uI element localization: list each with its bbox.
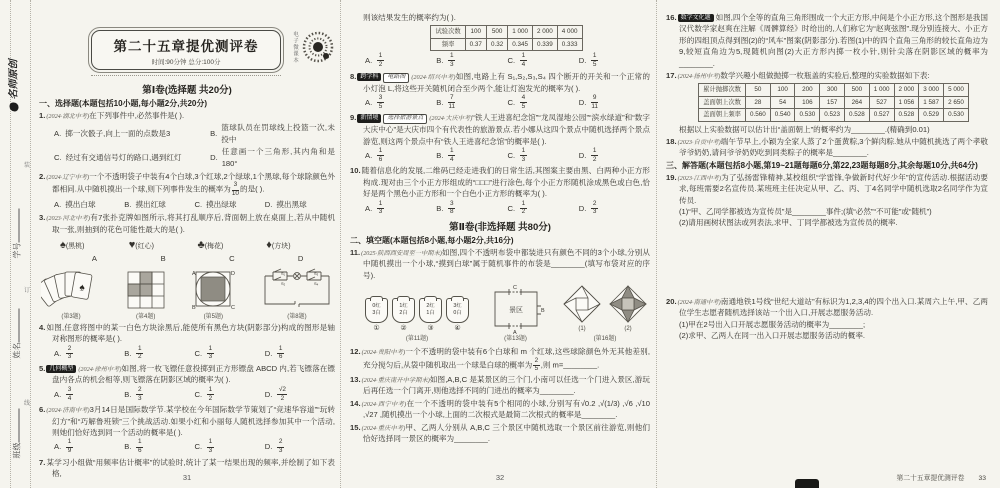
fraction: 1 6 xyxy=(278,344,283,361)
page-number-31: 31 xyxy=(182,473,192,482)
option: A. 摸出白球 xyxy=(54,199,96,209)
option: A. 1 3 xyxy=(365,199,383,216)
fraction: 1 3 xyxy=(521,146,526,163)
source-tag: (2024·济南中考) xyxy=(46,407,90,415)
option: D. 1 2 xyxy=(578,146,597,163)
svg-text:S₁: S₁ xyxy=(280,270,285,276)
option: C. 1 3 xyxy=(507,146,526,163)
question-text: 如图,四个不透明布袋中都装进只有颜色不同的3个小球,分别从中随机摸出一个小球,“摸到白球”属于随机事件的布袋是________(填写布袋对应的序号). xyxy=(363,247,650,280)
source-tag: (2023·江西中考) xyxy=(677,174,722,182)
source-tag: (2023·自贡中考) xyxy=(677,139,721,147)
question-number: 14. xyxy=(350,398,361,408)
source-tag: (2024·绍兴中考) xyxy=(411,73,456,81)
option: B. 1 4 xyxy=(436,146,454,163)
option: D. 9 11 xyxy=(578,93,598,110)
svg-text:景区: 景区 xyxy=(508,307,523,315)
option: A. 1 6 xyxy=(365,146,383,163)
footer-chapter-title: 第二十五章提优测评卷 xyxy=(896,475,965,482)
page-footer xyxy=(896,472,986,482)
table-cell: 0.528 xyxy=(894,109,919,121)
fraction: 1 3 xyxy=(378,199,383,216)
svg-text:B: B xyxy=(540,308,545,315)
fraction: 1 3 xyxy=(208,438,213,455)
question-number: 1. xyxy=(39,111,46,120)
question-20 xyxy=(666,296,988,342)
question-text: 一个不透明袋子中装有4个白球,3个红球,2个绿球,1个黑球,每个球除颜色外都相同.从中随机摸出一个球,则下列事件发生的概率为 xyxy=(52,171,335,195)
table-cell: 2 650 xyxy=(944,96,969,108)
fraction: 1 5 xyxy=(592,52,597,68)
club-icon: ♣ xyxy=(197,238,205,251)
options-row xyxy=(54,346,335,361)
source-tag: (2024·湖北中考) xyxy=(46,113,90,120)
question-text: 如图,A,B,C 是某景区的三个门,小南可以任选一个门进入景区,游玩后再任选一个门离开,则他选择不同的门进出的概率为________. xyxy=(363,374,650,396)
page-title: 第二十五章提优测评卷 xyxy=(113,39,259,54)
question-text: 南通地铁1号线“世纪大道站”有标识为1,2,3,4的四个出入口.某周六上午,甲、乙两位学生志愿者随机选择该站一个出入口,开展志愿服务活动. xyxy=(679,296,988,318)
option: C. 摸出绿球 xyxy=(194,199,237,209)
bag-2: 1红 2白 ② xyxy=(392,298,415,335)
table-cell: 500 xyxy=(845,84,870,96)
fraction: 3 8 xyxy=(449,199,454,216)
svg-text:S₃: S₃ xyxy=(313,270,319,276)
question-number: 5. xyxy=(39,364,46,374)
source-tag: (2025·陕西西安周至一中期末) xyxy=(361,249,442,257)
table-cell: 300 xyxy=(820,84,845,96)
question-6 xyxy=(39,404,335,455)
question-text: 如图,任意将图中的某一白色方块涂黑后,能使所有黑色方块(阴影部分)构成的图形是轴对称图形的概率是( ). xyxy=(46,322,335,344)
fraction: 1 3 xyxy=(449,52,454,68)
fold-line-mid1 xyxy=(340,0,341,488)
question-text: 某学习小组做“用频率估计概率”的试验时,统计了某一结果出现的频率,并绘制了如下表格, xyxy=(46,457,335,479)
figure-cards-fan xyxy=(41,268,101,320)
source-tag: (2024·重庆南开中学期末) xyxy=(361,376,430,384)
question-number: 16. xyxy=(666,13,677,22)
inline-fraction xyxy=(532,356,541,373)
fraction: 1 2 xyxy=(592,146,597,163)
fraction: 1 6 xyxy=(378,146,383,163)
section3-heading: 三、解答题(本题包括8小题,第19~21题每题6分,第22,23题每题8分,其余每题10分,共64分) xyxy=(666,160,978,170)
fraction: 1 2 xyxy=(521,199,526,216)
question-text: 根据以上实验数据可以估计出“盖面朝上”的概率约为________.(精确到0.01) xyxy=(679,124,930,134)
option: C. 1 4 xyxy=(507,52,526,68)
options-row xyxy=(54,387,335,402)
source-tag: (2024·西宁中考) xyxy=(361,400,407,408)
option: B. 摸出红球 xyxy=(124,199,166,209)
subquestion-1: (1)“甲、乙同学都被选为宣传员”是________事件;(填“必然”“不可能”或“随机”) xyxy=(679,207,932,216)
frequency-table xyxy=(363,25,650,51)
question-7-continued xyxy=(350,12,650,69)
figure-row-page32 xyxy=(365,284,648,344)
table-cell: 0.333 xyxy=(557,38,582,50)
spade-icon: ♠ xyxy=(60,238,66,251)
option: A. 1 2 xyxy=(365,52,383,68)
question-text: 有7张扑克牌如图所示,将其打乱顺序后,背面朝上放在桌面上,若从中随机取一张,则抽到的花色可能性最大的是( ). xyxy=(52,213,335,234)
table-cell: 0.529 xyxy=(919,109,944,121)
bag-3: 2红 1白 ③ xyxy=(419,298,442,335)
topic-badge-outline: 选择旅游景点 xyxy=(383,114,427,124)
fraction: 2 3 xyxy=(137,385,142,402)
option: C. 1 2 xyxy=(194,385,213,402)
fraction: 4 5 xyxy=(521,93,526,110)
table-cell: 2 000 xyxy=(894,84,919,96)
table-cell: 累计抛掷次数 xyxy=(699,84,746,96)
fraction: 2 3 xyxy=(278,438,283,455)
figure-pinwheel-pair: (1) (2) (第16题) xyxy=(562,284,648,344)
table-cell: 4 000 xyxy=(557,26,582,38)
table-cell: 2 000 xyxy=(532,26,557,38)
section1-heading: 一、选择题(本题包括10小题,每小题2分,共20分) xyxy=(39,99,208,108)
source-tag: (2024·南通中考) xyxy=(677,298,721,306)
options-row xyxy=(54,122,335,169)
question-text: 如图,四个全等的直角三角形围成一个大正方形,中间是个小正方形,这个图形是我国汉代数学家赵爽在注解《周髀算经》时给出的,人们称它为“赵爽弦图”.现分别连接大、小正方形的四组顶点得到图(2)的“风车”图案(阴影部分).若图(1)中的四个直角三角形的较长直角边为9,较短直角边为5,现随机向图(2)大正方形内掷一枚小针,则针尖落在阴影区域的概率为________. xyxy=(679,13,988,68)
source-tag: (2024·大庆中考) xyxy=(429,115,473,123)
question-text: 则该结果发生的概率约为( ). xyxy=(363,13,456,22)
table-cell: 0.530 xyxy=(795,109,820,121)
topic-badge: 新情境 xyxy=(357,114,381,122)
question-text: 为了弘扬雷锋精神,某校组织“学雷锋,争做新时代好少年”的宣传活动.根据活动要求,每班需要2名宣传员.某班班主任决定从甲、乙、丙、丁4名同学中随机选取2名同学作为宣传员. xyxy=(679,172,988,205)
question-text: 在下列事件中,必然事件是( ). xyxy=(89,111,185,120)
table-cell: 106 xyxy=(795,96,820,108)
suit-spade: ♠(黑桃) xyxy=(60,238,85,251)
question-number: 17. xyxy=(666,70,677,80)
svg-text:D: D xyxy=(231,270,236,277)
question-text: 甲、乙两人分别从 A,B,C 三个景区中随机选取一个景区前往游览,则他们恰好选择同一景区的概率为________. xyxy=(363,422,650,443)
options-row xyxy=(365,148,650,163)
circuit-image xyxy=(261,268,333,310)
question-19 xyxy=(666,172,988,229)
inline-fraction xyxy=(231,181,240,198)
table-cell: 0.523 xyxy=(820,109,845,121)
ornament-divider xyxy=(91,75,281,76)
question-text: 端午节早上,小颖为全家人蒸了2个蛋黄粽,3个鲜肉粽.她从中随机挑选了两个孝敬爷爷奶奶,请问爷爷奶奶吃到同类粽子的概率是________. xyxy=(679,137,988,158)
option: B. 7 11 xyxy=(436,93,456,110)
data-table xyxy=(430,25,582,51)
fraction: 7 11 xyxy=(448,93,456,110)
option: D. 2 3 xyxy=(264,438,283,455)
svg-text:B: B xyxy=(192,304,196,310)
table-cell: 527 xyxy=(869,96,894,108)
question-5 xyxy=(39,363,335,402)
option: D. √2 2 xyxy=(264,385,286,402)
fraction: $\frac{3}{10}$ xyxy=(231,181,239,198)
source-tag: (2024·辽宁中考) xyxy=(46,173,90,181)
question-4 xyxy=(39,322,335,361)
fraction: $\frac{2}{5}$ xyxy=(534,356,539,373)
table-cell: 0.560 xyxy=(745,109,770,121)
source-tag: (2023·河北中考) xyxy=(46,215,91,223)
option: B. 3 8 xyxy=(436,199,454,216)
question-text: 一个不透明的袋中装有6个白球和 m 个红球,这些球除颜色外无其他差别,充分搅匀后,从袋中随机取出一个球是白球的概率为 xyxy=(363,347,650,370)
svg-text:C: C xyxy=(231,304,236,310)
figure-dartboard xyxy=(190,268,236,320)
topic-badge: 跨学科 xyxy=(357,73,381,81)
question-13 xyxy=(350,374,650,397)
question-10 xyxy=(350,165,650,216)
fraction: 1 3 xyxy=(208,344,213,361)
question-17 xyxy=(666,70,988,135)
question-15 xyxy=(350,422,650,445)
options-row xyxy=(54,199,335,210)
question-8 xyxy=(350,71,650,111)
options-row xyxy=(365,95,650,110)
fraction: 1 6 xyxy=(137,438,142,455)
option: D. 摸出黑球 xyxy=(264,199,307,209)
fraction: 3 5 xyxy=(378,93,383,110)
option: C. 1 3 xyxy=(194,438,213,455)
question-number: 15. xyxy=(350,422,361,432)
fraction: 2 3 xyxy=(67,344,72,361)
figure-caption: (第13题) xyxy=(504,336,527,343)
question-text: 数学兴趣小组做抛掷一枚瓶盖的实验后,整理的实验数据如下表: xyxy=(720,70,930,80)
bag-4: 3红 0白 ④ xyxy=(446,298,469,335)
table-cell: 3 000 xyxy=(919,84,944,96)
publisher-logo xyxy=(5,60,20,112)
table-cell: 5 000 xyxy=(944,84,969,96)
test-title-box xyxy=(91,30,281,70)
table-cell: 157 xyxy=(820,96,845,108)
page-32 xyxy=(347,0,653,488)
figure-caption: (第4题) xyxy=(135,313,156,320)
question-number: 10. xyxy=(350,166,361,176)
question-number: 7. xyxy=(39,457,46,467)
question-number: 3. xyxy=(39,213,46,223)
question-14 xyxy=(350,398,650,421)
bottle-cap-table xyxy=(679,83,988,121)
subquestion-2: (2)请用画树状图法或列表法,求甲、丁同学都被选为宣传员的概率. xyxy=(679,218,898,228)
table-cell: 1 000 xyxy=(869,84,894,96)
question-3 xyxy=(39,212,335,265)
binding-line xyxy=(30,0,31,488)
data-table xyxy=(698,83,969,121)
question-text: ,则 m=________. xyxy=(540,360,600,370)
option: B. 1 6 xyxy=(124,438,142,455)
table-cell: 0.345 xyxy=(508,38,533,50)
fraction: 1 4 xyxy=(521,52,526,68)
option: A. 1 9 xyxy=(54,438,72,455)
source-tag: (2024·贵阳中考) xyxy=(361,349,406,357)
table-cell: 0.540 xyxy=(770,109,795,121)
question-number: 9. xyxy=(350,113,357,123)
figure-caption: (第16题) xyxy=(593,336,617,343)
title-block xyxy=(91,30,281,79)
question-text: 3月14日是国际数学节.某学校在今年国际数学节策划了“竞速华容道”“玩转幻方”和“巧解鲁班锁”三个挑战活动.如果小红和小丽每人随机选择参加其中一个活动,则她们恰好选到同一个活动的概率是( ). xyxy=(52,405,335,438)
question-text: 如图,将一枚飞镖任意投掷到正方形镖盘 ABCD 内,若飞镖落在镖盘内各点的机会相等,则飞镖落在阴影区域的概率为( ). xyxy=(52,364,335,385)
page-31 xyxy=(37,0,337,488)
fraction: 2 3 xyxy=(592,199,597,216)
option: B. 篮球队员在罚球线上投篮一次,未投中 xyxy=(210,123,335,144)
option: C. 1 2 xyxy=(507,199,526,216)
question-number: 18. xyxy=(666,137,677,147)
figure-circuit xyxy=(261,268,333,320)
question-text: 在一个不透明的袋中装有5个相同的小球,分别写有√0.2 ,√(1/3) ,√6 ,√10 ,√27 ,随机摸出一个小球,上面的二次根式是最简二次根式的概率是________. xyxy=(363,398,651,420)
table-cell: 50 xyxy=(745,84,770,96)
option: D. 1 5 xyxy=(578,52,597,68)
option: D. 2 3 xyxy=(578,199,597,216)
topic-badge: 几何概型 xyxy=(46,365,76,373)
scenic-area-image xyxy=(485,284,547,334)
part2-heading: 第Ⅱ卷(非选择题 共80分) xyxy=(449,221,551,233)
student-id-field: 学号 xyxy=(12,209,23,259)
figure-caption: (第3题) xyxy=(61,313,81,320)
question-text: 如图,电路上有 S₁,S₂,S₃,S₄ 四个断开的开关和一个正常的小灯泡 L,将这些开关随机闭合至少两个,能让灯泡发光的概率为( ). xyxy=(363,71,650,93)
question-number: 20. xyxy=(666,296,677,306)
topic-badge-outline: 电路图 xyxy=(383,73,409,83)
suit-options xyxy=(60,237,335,254)
table-cell: 1 000 xyxy=(508,26,533,38)
options-row xyxy=(365,53,650,68)
fold-line-mid2 xyxy=(656,0,657,488)
option: C. 经过有交通信号灯的路口,遇到红灯 xyxy=(54,152,182,162)
question-number: 8. xyxy=(350,71,357,81)
edge-tab xyxy=(795,479,819,488)
binding-mark-xian: 线 xyxy=(24,401,31,407)
figure-caption: (第8题) xyxy=(287,313,307,320)
dartboard-image xyxy=(190,268,236,310)
part1-heading: 第Ⅰ卷(选择题 共20分) xyxy=(142,85,232,96)
figure-grid3x3 xyxy=(126,270,166,320)
brush-icon xyxy=(10,103,19,112)
source-tag: (2024·重庆中考) xyxy=(361,424,406,432)
cards-fan-image xyxy=(41,268,101,310)
subquestion-2: (2)求甲、乙两人在同一出入口开展志愿服务活动的概率. xyxy=(679,330,866,340)
page-number-33: 33 xyxy=(978,475,986,482)
question-12 xyxy=(350,346,650,373)
suit-heart: ♥(红心) xyxy=(128,238,154,251)
question-2 xyxy=(39,171,335,210)
question-text: “铁人王进喜纪念馆”“龙凤湿地公园”“滨水绿道”和“数字大庆中心”是大庆市四个有代表性的旅游景点.若小娜从这四个景点中随机选择两个景点游览,则这两个景点中有“铁人王进喜纪念馆”的概率是( ). xyxy=(363,113,650,146)
table-cell: 盖面朝上次数 xyxy=(699,96,746,108)
table-cell: 0.339 xyxy=(532,38,557,50)
figure-caption: (第5题) xyxy=(203,313,223,320)
test-subtitle: 时间:90分钟 总分:100分 xyxy=(151,59,221,66)
fraction: √2 2 xyxy=(278,385,286,402)
suit-club: ♣(梅花) xyxy=(197,238,224,251)
option: C. 1 3 xyxy=(194,344,213,361)
table-cell: 0.530 xyxy=(944,109,969,121)
publisher-logo-text: 名师原创 xyxy=(8,59,20,100)
question-1 xyxy=(39,110,335,169)
binding-mark-ding: 订 xyxy=(24,288,31,294)
table-cell: 264 xyxy=(845,96,870,108)
suit-diamond: ♦(方块) xyxy=(266,238,291,251)
table-cell: 28 xyxy=(745,96,770,108)
options-row xyxy=(365,201,650,216)
option: A. 2 3 xyxy=(54,344,72,361)
pinwheel-1-image xyxy=(562,284,602,324)
source-tag: (2024·徐州中考) xyxy=(78,366,122,374)
grid-image xyxy=(126,270,166,310)
fraction: 1 2 xyxy=(208,385,213,402)
option: B. 2 3 xyxy=(124,385,142,402)
fraction: 1 2 xyxy=(378,52,383,68)
question-16 xyxy=(666,12,988,69)
table-cell: 1 056 xyxy=(894,96,919,108)
figure-bags xyxy=(365,298,469,345)
question-number: 2. xyxy=(39,171,46,181)
suit-letters: A B C D xyxy=(91,254,304,264)
binding-mark-zhuang: 装 xyxy=(24,163,31,169)
pinwheel-2-image xyxy=(608,284,648,324)
svg-text:A: A xyxy=(192,270,196,277)
question-number: 19. xyxy=(666,172,677,182)
circular-qr-icon xyxy=(301,30,335,64)
option: B. 1 3 xyxy=(436,52,454,68)
page-33 xyxy=(662,0,992,488)
figure-row-page31 xyxy=(41,268,333,320)
option: B. 1 2 xyxy=(124,344,142,361)
table-cell: 0.32 xyxy=(486,38,507,50)
fraction: 3 4 xyxy=(67,385,72,402)
fraction: 9 11 xyxy=(591,93,598,110)
table-cell: 1 587 xyxy=(919,96,944,108)
table-cell: 盖面朝上频率 xyxy=(699,109,746,121)
answer-space xyxy=(666,230,988,296)
table-cell: 500 xyxy=(486,26,507,38)
option: A. 3 5 xyxy=(365,93,383,110)
question-text: 的是( ). xyxy=(239,185,265,195)
fraction: 1 2 xyxy=(137,344,142,361)
table-cell: 54 xyxy=(770,96,795,108)
figure-scenic-area xyxy=(485,284,547,344)
question-11 xyxy=(350,247,650,344)
option: D. 1 6 xyxy=(264,344,283,361)
stamp-label: 电子微课本 xyxy=(292,30,298,64)
svg-text:A: A xyxy=(512,330,517,335)
fraction: 1 9 xyxy=(67,438,72,455)
table-cell: 100 xyxy=(770,84,795,96)
qr-stamp-block xyxy=(291,30,335,64)
options-row xyxy=(54,439,335,454)
option: A. 3 4 xyxy=(54,385,72,402)
question-9 xyxy=(350,112,650,163)
page-number-32: 32 xyxy=(495,473,505,482)
svg-text:S₄: S₄ xyxy=(313,280,319,286)
question-number: 6. xyxy=(39,405,46,415)
table-cell: 频率 xyxy=(431,38,465,50)
question-text: 随着信息化的发展,二维码已经走进我们的日常生活,其图案主要由黑、白两种小正方形构成.现对由三个小正方形组成的“□□□”进行涂色,每个小正方形随机涂成黑色或白色,恰好是两个黑色小正方形和一个白色小正方形的概率为( ). xyxy=(361,166,650,199)
question-number: 13. xyxy=(350,374,361,384)
question-number: 4. xyxy=(39,322,46,332)
svg-text:C: C xyxy=(512,285,517,292)
class-field: 班级 xyxy=(12,409,23,459)
fraction: 1 4 xyxy=(449,146,454,163)
figure-caption: (第11题) xyxy=(405,336,429,343)
diamond-icon: ♦ xyxy=(266,238,272,251)
source-tag: (2024·扬州中考) xyxy=(677,72,721,80)
section2-heading: 二、填空题(本题包括8小题,每小题2分,共16分) xyxy=(350,235,514,245)
topic-badge: 数学文化题 xyxy=(678,14,714,22)
question-number: 11. xyxy=(350,247,361,257)
table-cell: 0.37 xyxy=(465,38,486,50)
question-18 xyxy=(666,136,988,159)
subquestion-1: (1)甲在2号出入口开展志愿服务活动的概率为________; xyxy=(679,319,866,329)
table-cell: 100 xyxy=(465,26,486,38)
svg-text:♠: ♠ xyxy=(78,281,86,294)
option: A. 掷一次骰子,向上一面的点数是3 xyxy=(54,129,171,139)
svg-text:S₂: S₂ xyxy=(280,280,286,286)
table-cell: 0.527 xyxy=(869,109,894,121)
table-cell: 200 xyxy=(795,84,820,96)
bag-1: 0红 3白 ① xyxy=(365,298,388,335)
option: D. 任意画一个三角形,其内角和是180° xyxy=(210,147,335,168)
heart-icon: ♥ xyxy=(128,238,136,251)
table-cell: 试验次数 xyxy=(431,26,465,38)
student-name-field: 姓名 xyxy=(12,309,23,359)
option: C. 4 5 xyxy=(507,93,526,110)
question-number: 12. xyxy=(350,347,361,357)
table-cell: 0.528 xyxy=(845,109,870,121)
